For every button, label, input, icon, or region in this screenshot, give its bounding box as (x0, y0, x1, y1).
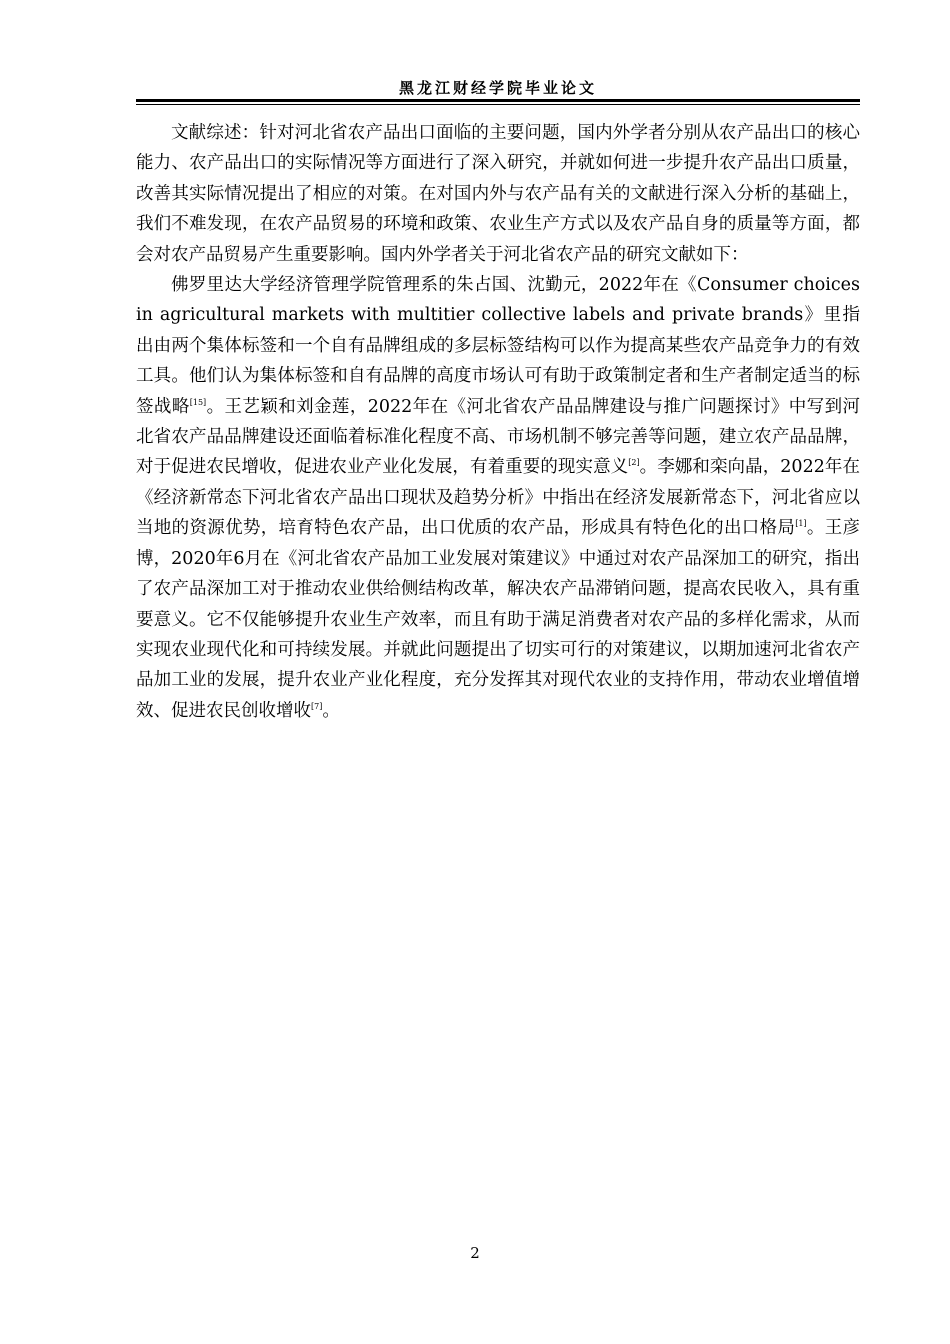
paragraph-text: 。李娜和栾向晶，2022年在《经济新常态下河北省农产品出口现状及趋势分析》中指出在经济发展新常态下，河北省应以当地的资源优势，培育特色农产品，出口优质的农产品，形成具有特色化的出口格局 (136, 457, 860, 539)
paragraph-text: 。 (322, 700, 340, 721)
paragraph-text: 文献综述：针对河北省农产品出口面临的主要问题，国内外学者分别从农产品出口的核心能力、农产品出口的实际情况等方面进行了深入研究，并就如何进一步提升农产品出口质量，改善其实际情况提出了相应的对策。在对国内外与农产品有关的文献进行深入分析的基础上，我们不难发现，在农产品贸易的环境和政策、农业生产方式以及农产品自身的质量等方面，都会对农产品贸易产生重要影响。国内外学者关于河北省农产品的研究文献如下： (136, 123, 860, 265)
citation-marker: [1] (795, 519, 807, 529)
page-number: 2 (470, 1244, 480, 1262)
paragraph-research-summary (136, 270, 860, 726)
paragraph-literature-review (136, 118, 860, 270)
citation-marker: [15] (189, 397, 207, 407)
paragraph-text: 。王艺颖和刘金莲，2022年在《河北省农产品品牌建设与推广问题探讨》中写到河北省农产品品牌建设还面临着标准化程度不高、市场机制不够完善等问题，建立农产品品牌，对于促进农民增收，促进农业产业化发展，有着重要的现实意义 (136, 396, 860, 478)
paragraph-text: 佛罗里达大学经济管理学院管理系的朱占国、沈勤元，2022年在《Consumer choices in agricultural markets with multitier collective labels and private brands》里指出由两个集体标签和一个自有品牌组成的多层标签结构可以作为提高某些农产品竞争力的有效工具。他们认为集体标签和自有品牌的高度市场认可有助于政策制定者和生产者制定适当的标签战略 (136, 275, 860, 417)
running-header-title: 黑龙江财经学院毕业论文 (398, 79, 597, 97)
header-rule-thin (136, 104, 860, 105)
citation-marker: [7] (311, 701, 323, 711)
citation-marker: [2] (628, 458, 640, 468)
body-text (136, 118, 860, 726)
header-rule-thick (136, 99, 860, 102)
paragraph-text: 。王彦博，2020年6月在《河北省农产品加工业发展对策建议》中通过对农产品深加工的研究，指出了农产品深加工对于推动农业供给侧结构改革，解决农产品滞销问题，提高农民收入，具有重要意义。它不仅能够提升农业生产效率，而且有助于满足消费者对农产品的多样化需求，从而实现农业现代化和可持续发展。并就此问题提出了切实可行的对策建议，以期加速河北省农产品加工业的发展，提升农业产业化程度，充分发挥其对现代农业的支持作用，带动农业增值增效、促进农民创收增收 (136, 518, 861, 721)
